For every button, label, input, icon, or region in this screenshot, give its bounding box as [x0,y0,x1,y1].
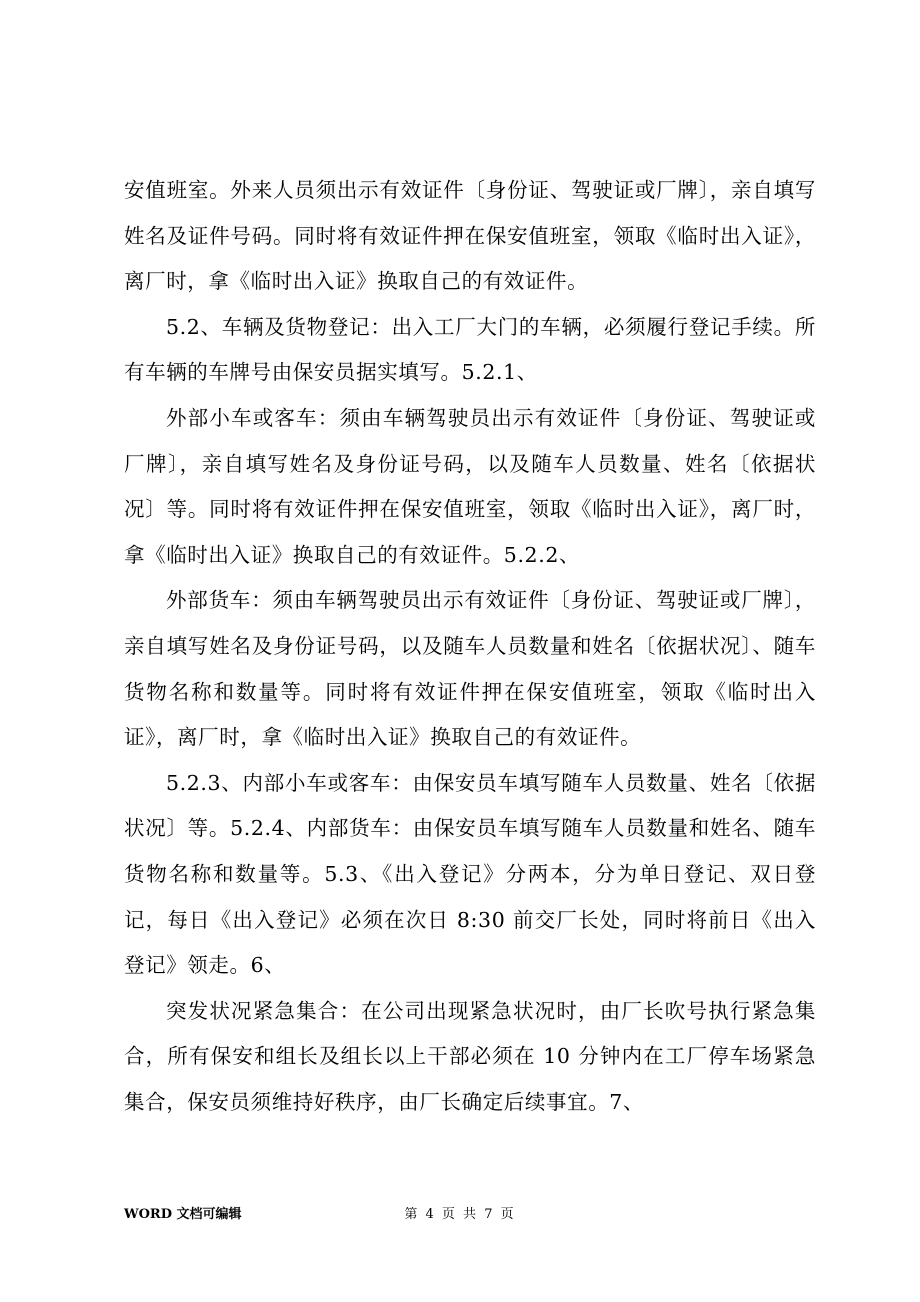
footer-editable-label: WORD 文档可编辑 [124,1207,242,1222]
document-body [124,168,816,1125]
paragraph-3: 外部小车或客车：须由车辆驾驶员出示有效证件〔身份证、驾驶证或厂牌〕，亲自填写姓名及身份证号码，以及随车人员数量、姓名〔依据状况〕等。同时将有效证件押在保安值班室，领取《临时出入证》，离厂时，拿《临时出入证》换取自己的有效证件。5.2.2、 [124,405,816,567]
paragraph-5: 5.2.3、内部小车或客车：由保安员车填写随车人员数量、姓名〔依据状况〕等。5.2.4、内部货车：由保安员车填写随车人员数量和姓名、随车货物名称和数量等。5.3、《出入登记》分两本，分为单日登记、双日登记，每日《出入登记》必须在次日 8:30 前交厂长处，同时将前日《出入登记》领走。6、 [124,770,816,978]
page-number-footer: 第 4 页 共 7 页 [404,1207,516,1222]
paragraph-1: 安值班室。外来人员须出示有效证件〔身份证、驾驶证或厂牌〕，亲自填写姓名及证件号码。同时将有效证件押在保安值班室，领取《临时出入证》，离厂时，拿《临时出入证》换取自己的有效证件。 [124,178,816,294]
paragraph-2: 5.2、车辆及货物登记：出入工厂大门的车辆，必须履行登记手续。所有车辆的车牌号由保安员据实填写。5.2.1、 [124,314,816,385]
paragraph-6: 突发状况紧急集合：在公司出现紧急状况时，由厂长吹号执行紧急集合，所有保安和组长及组长以上干部必须在 10 分钟内在工厂停车场紧急集合，保安员须维持好秩序，由厂长确定后续事宜。7、 [124,998,816,1114]
paragraph-4: 外部货车：须由车辆驾驶员出示有效证件〔身份证、驾驶证或厂牌〕，亲自填写姓名及身份证号码，以及随车人员数量和姓名〔依据状况〕、随车货物名称和数量等。同时将有效证件押在保安值班室，领取《临时出入证》，离厂时，拿《临时出入证》换取自己的有效证件。 [124,588,816,750]
